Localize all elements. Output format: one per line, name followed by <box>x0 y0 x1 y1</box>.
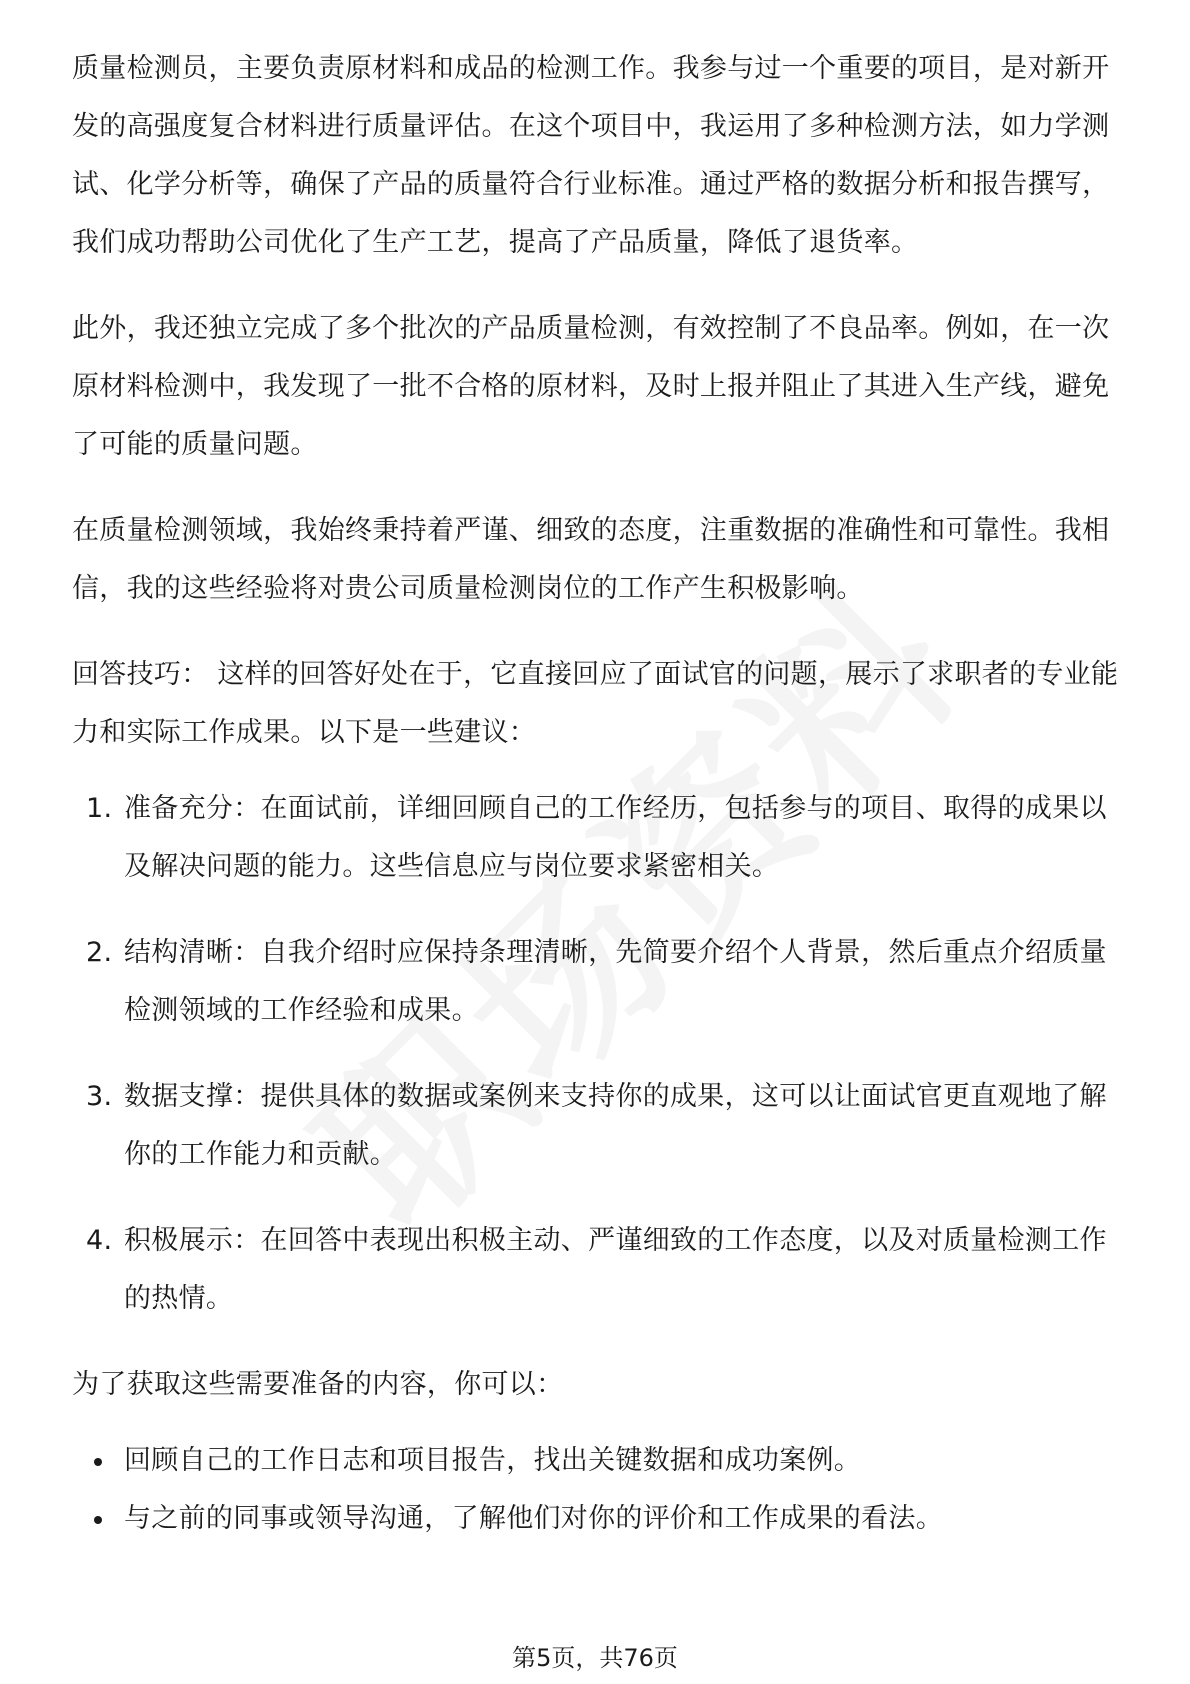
list-item <box>72 1490 1122 1548</box>
list-item <box>72 1212 1122 1328</box>
page-content <box>72 40 1122 1548</box>
paragraph-attitude: 在质量检测领域，我始终秉持着严谨、细致的态度，注重数据的准确性和可靠性。我相信，我的这些经验将对贵公司质量检测岗位的工作产生积极影响。 <box>72 515 1110 604</box>
list-item <box>72 1432 1122 1490</box>
page-number: 第5页，共76页 <box>512 1644 678 1672</box>
paragraph-experience: 质量检测员，主要负责原材料和成品的检测工作。我参与过一个重要的项目，是对新开发的高强度复合材料进行质量评估。在这个项目中，我运用了多种检测方法，如力学测试、化学分析等，确保了产品的质量符合行业标准。通过严格的数据分析和报告撰写，我们成功帮助公司优化了生产工艺，提高了产品质量，降低了退货率。 <box>72 53 1110 258</box>
paragraph-preparation: 为了获取这些需要准备的内容，你可以： <box>72 1369 564 1400</box>
list-item <box>72 924 1122 1040</box>
list-item-number: 2. <box>86 937 113 968</box>
list-item <box>72 1068 1122 1184</box>
tips-list <box>72 780 1122 1328</box>
paragraph-answer-tips: 回答技巧： 这样的回答好处在于，它直接回应了面试官的问题，展示了求职者的专业能力和实际工作成果。以下是一些建议： <box>72 659 1119 748</box>
list-item-text: 积极展示：在回答中表现出积极主动、严谨细致的工作态度，以及对质量检测工作的热情。 <box>124 1225 1107 1314</box>
list-item <box>72 780 1122 896</box>
list-item-text: 数据支撑：提供具体的数据或案例来支持你的成果，这可以让面试官更直观地了解你的工作能力和贡献。 <box>124 1081 1107 1170</box>
list-item-text: 与之前的同事或领导沟通，了解他们对你的评价和工作成果的看法。 <box>124 1503 943 1534</box>
paragraph-achievements: 此外，我还独立完成了多个批次的产品质量检测，有效控制了不良品率。例如，在一次原材料检测中，我发现了一批不合格的原材料，及时上报并阻止了其进入生产线，避免了可能的质量问题。 <box>72 313 1110 460</box>
list-item-number: 1. <box>86 793 113 824</box>
list-item-text: 结构清晰：自我介绍时应保持条理清晰，先简要介绍个人背景，然后重点介绍质量检测领域的工作经验和成果。 <box>124 937 1107 1026</box>
list-item-number: 3. <box>86 1081 113 1112</box>
list-item-text: 准备充分：在面试前，详细回顾自己的工作经历，包括参与的项目、取得的成果以及解决问题的能力。这些信息应与岗位要求紧密相关。 <box>124 793 1107 882</box>
bullet-icon <box>94 1458 102 1466</box>
list-item-number: 4. <box>86 1225 113 1256</box>
list-item-text: 回顾自己的工作日志和项目报告，找出关键数据和成功案例。 <box>124 1445 862 1476</box>
preparation-list <box>72 1432 1122 1548</box>
bullet-icon <box>94 1516 102 1524</box>
